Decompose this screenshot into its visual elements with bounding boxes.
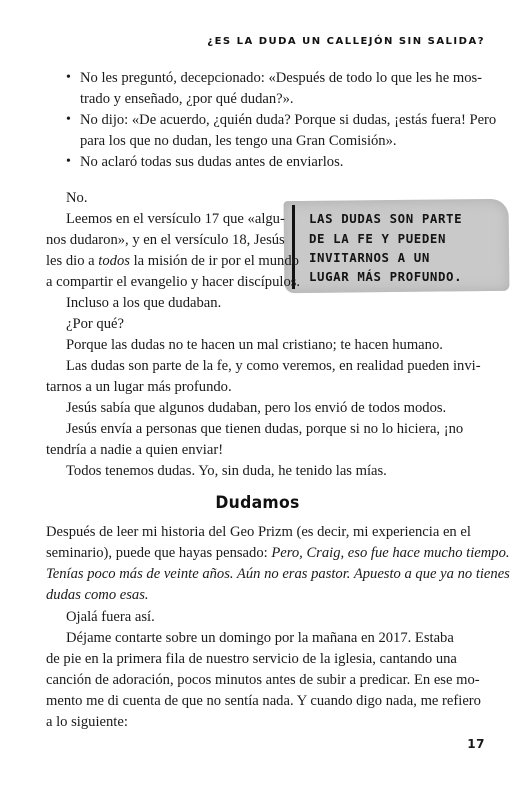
bullet-marker: • xyxy=(66,112,71,127)
section-line: de pie en la primera fila de nuestro servicio de la iglesia, cantando una xyxy=(46,651,457,667)
callout-line-3: INVITARNOS A UN xyxy=(309,250,430,265)
page-number: 17 xyxy=(467,737,485,751)
body-line: Incluso a los que dudaban. xyxy=(66,295,222,311)
section-line: canción de adoración, pocos minutos antes de subir a predicar. En ese mo- xyxy=(46,672,480,688)
body-line: nos dudaron», y en el versículo 18, Jesús xyxy=(46,232,285,248)
body-line: Todos tenemos dudas. Yo, sin duda, he tenido las mías. xyxy=(66,463,387,479)
body-line: Las dudas son parte de la fe, y como veremos, en realidad pueden invi- xyxy=(66,358,481,374)
body-line: a compartir el evangelio y hacer discípulos. xyxy=(46,274,301,290)
body-line: Jesús sabía que algunos dudaban, pero los envió de todos modos. xyxy=(66,400,447,416)
bullet-item-3: No aclaró todas sus dudas antes de enviarlos. xyxy=(80,154,344,170)
callout-line-4: LUGAR MÁS PROFUNDO. xyxy=(309,269,463,284)
emphasis-text: dudas como esas. xyxy=(46,587,149,603)
section-line xyxy=(46,564,510,585)
callout-line-2: DE LA FE Y PUEDEN xyxy=(309,231,447,246)
section-line: a lo siguiente: xyxy=(46,714,128,730)
section-line xyxy=(46,585,149,606)
callout-line-1: LAS DUDAS SON PARTE xyxy=(309,211,463,226)
body-line xyxy=(46,251,299,272)
section-line: Ojalá fuera así. xyxy=(66,609,155,625)
bullet-marker: • xyxy=(66,154,71,169)
emphasis-text: Pero, Craig, eso fue hace mucho tiempo. xyxy=(271,545,510,561)
body-line: No. xyxy=(66,190,88,206)
body-line: tendría a nadie a quien enviar! xyxy=(46,442,224,458)
body-line: ¿Por qué? xyxy=(66,316,124,332)
body-line: tarnos a un lugar más profundo. xyxy=(46,379,232,395)
body-line: Leemos en el versículo 17 que «algu- xyxy=(66,211,285,227)
emphasis-text: Tenías poco más de veinte años. Aún no eras pastor. Apuesto a que ya no tienes xyxy=(46,566,510,582)
section-heading: Dudamos xyxy=(215,493,300,513)
bullet-marker: • xyxy=(66,70,71,85)
body-text: les dio a xyxy=(46,253,99,269)
body-line: Jesús envía a personas que tienen dudas, porque si no lo hiciera, ¡no xyxy=(66,421,464,437)
bullet-item-2-line-2: para los que no dudan, les tengo una Gran Comisión». xyxy=(80,133,397,149)
section-line xyxy=(46,543,510,564)
section-line: mento me di cuenta de que no sentía nada. Y cuando digo nada, me refiero xyxy=(46,693,481,709)
body-text: la misión de ir por el mundo xyxy=(129,253,299,269)
body-text: seminario), puede que hayas pensado: xyxy=(46,545,272,561)
running-head: ¿ES LA DUDA UN CALLEJÓN SIN SALIDA? xyxy=(207,36,485,47)
bullet-item-1-line-2: trado y enseñado, ¿por qué dudan?». xyxy=(80,91,294,107)
emphasis-text: todos xyxy=(98,253,130,269)
body-line: Porque las dudas no te hacen un mal cristiano; te hacen humano. xyxy=(66,337,443,353)
bullet-item-1-line-1: No les preguntó, decepcionado: «Después de todo lo que les he mos- xyxy=(80,70,483,86)
section-line: Después de leer mi historia del Geo Prizm (es decir, mi experiencia en el xyxy=(46,524,471,540)
bullet-item-2-line-1: No dijo: «De acuerdo, ¿quién duda? Porque si dudas, ¡estás fuera! Pero xyxy=(80,112,497,128)
section-line: Déjame contarte sobre un domingo por la mañana en 2017. Estaba xyxy=(66,630,454,646)
